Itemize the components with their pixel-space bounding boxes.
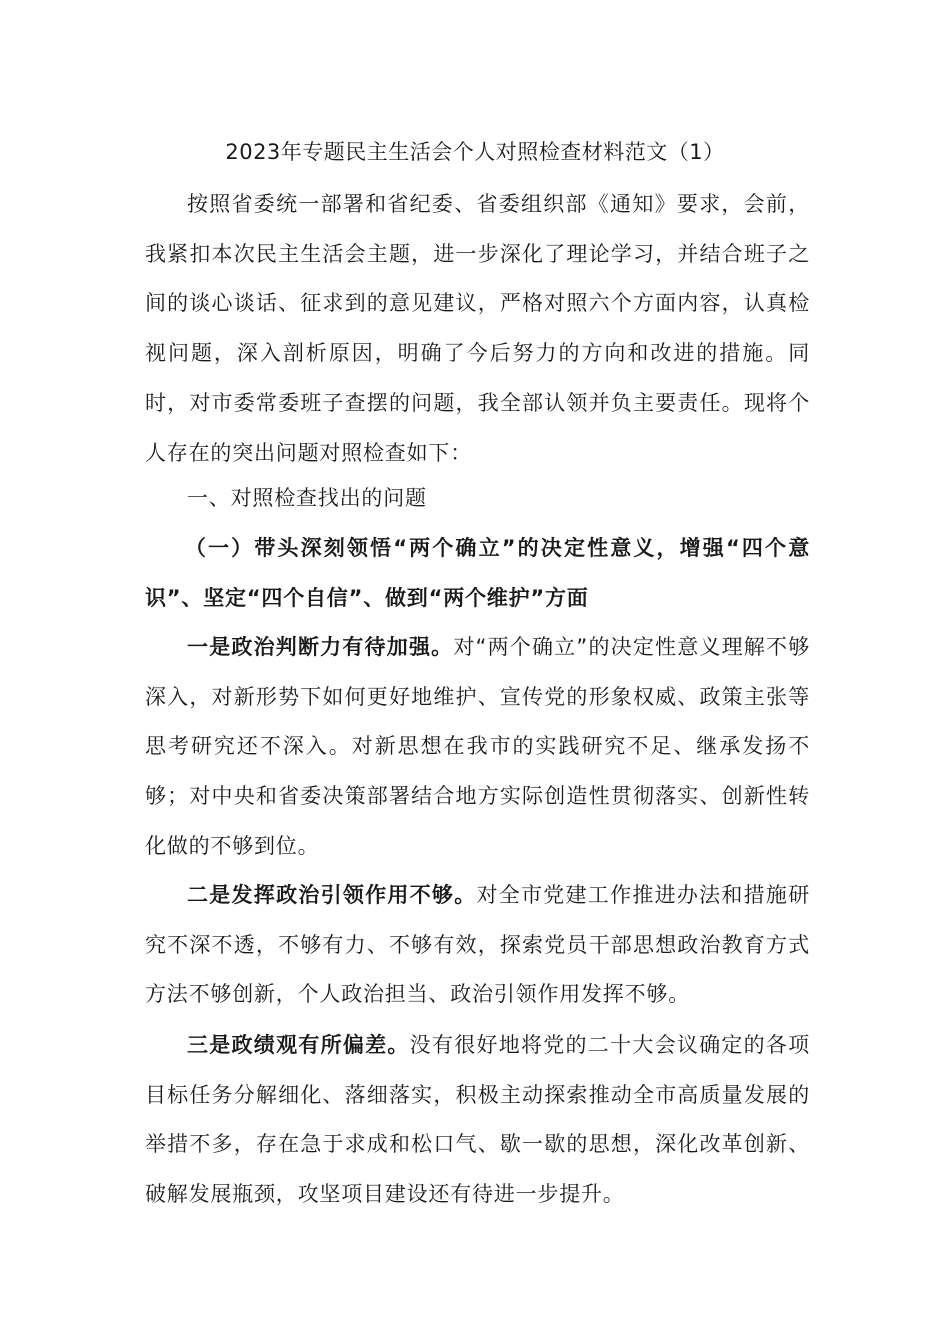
point-text-1: 对“两个确立”的决定性意义理解不够深入，对新形势下如何更好地维护、宣传党的形象权威、政策主张等思考研究还不深入。对新思想在我市的实践研究不足、继承发扬不够；对中央和省委决策部署结合地方实际创造性贯彻落实、创新性转化做的不够到位。 bbox=[145, 635, 810, 858]
point-paragraph-1 bbox=[145, 623, 810, 872]
point-paragraph-3 bbox=[145, 1021, 810, 1220]
point-text-2: 对全市党建工作推进办法和措施研究不深不透，不够有力、不够有效，探索党员干部思想政治教育方式方法不够创新，个人政治担当、政治引领作用发挥不够。 bbox=[145, 883, 810, 1007]
point-lead-3: 三是政绩观有所偏差。 bbox=[187, 1033, 410, 1057]
point-text-3: 没有很好地将党的二十大会议确定的各项目标任务分解细化、落细落实，积极主动探索推动全市高质量发展的举措不多，存在急于求成和松口气、歇一歇的思想，深化改革创新、破解发展瓶颈，攻坚项目建设还有待进一步提升。 bbox=[145, 1033, 810, 1207]
document-title: 2023年专题民主生活会个人对照检查材料范文（1） bbox=[225, 140, 725, 164]
subsection-heading: （一）带头深刻领悟“两个确立”的决定性意义，增强“四个意识”、坚定“四个自信”、做到“两个维护”方面 bbox=[145, 536, 810, 610]
point-lead-1: 一是政治判断力有待加强。 bbox=[187, 635, 454, 659]
point-paragraph-2 bbox=[145, 871, 810, 1020]
point-lead-2: 二是发挥政治引领作用不够。 bbox=[187, 883, 477, 907]
section-heading: 一、对照检查找出的问题 bbox=[187, 486, 427, 510]
intro-paragraph: 按照省委统一部署和省纪委、省委组织部《通知》要求，会前，我紧扣本次民主生活会主题，进一步深化了理论学习，并结合班子之间的谈心谈话、征求到的意见建议，严格对照六个方面内容，认真检视问题，深入剖析原因，明确了今后努力的方向和改进的措施。同时，对市委常委班子查摆的问题，我全部认领并负主要责任。现将个人存在的突出问题对照检查如下： bbox=[145, 192, 810, 465]
